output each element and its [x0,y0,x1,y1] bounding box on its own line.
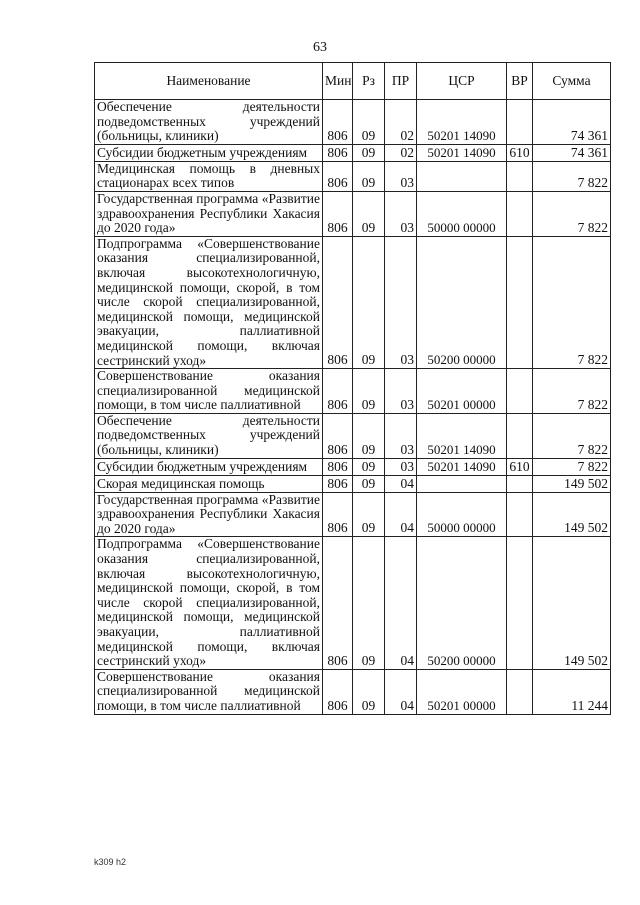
cell-pr: 03 [385,191,417,236]
cell-name: Подпрограмма «Совершенствование оказания специализированной, включая высокотехнологичную, медицинской помощи, скорой, в том числе скорой специализированной, медицинской помощи, медицинской эвакуации, паллиативной медицинской помощи, включая сестринский уход» [95,537,323,669]
cell-min: 806 [323,669,353,714]
cell-csr: 50200 00000 [417,236,507,368]
cell-csr: 50201 14090 [417,144,507,161]
cell-name: Обеспечение деятельности подведомственных учреждений (больницы, клиники) [95,100,323,145]
cell-vr [507,191,533,236]
cell-rz: 09 [353,413,385,458]
cell-min: 806 [323,537,353,669]
cell-name: Государственная программа «Развитие здравоохранения Республики Хакасия до 2020 года» [95,191,323,236]
cell-min: 806 [323,492,353,537]
table-row [95,669,611,714]
table-row [95,191,611,236]
budget-table [94,62,611,715]
cell-pr: 03 [385,413,417,458]
cell-name: Субсидии бюджетным учреждениям [95,144,323,161]
cell-pr: 04 [385,492,417,537]
header-rz: Рз [353,63,385,100]
cell-csr: 50000 00000 [417,191,507,236]
footer-code: k309 h2 [94,857,127,867]
cell-rz: 09 [353,236,385,368]
cell-rz: 09 [353,537,385,669]
cell-vr [507,475,533,492]
cell-min: 806 [323,413,353,458]
cell-rz: 09 [353,369,385,414]
table-row [95,537,611,669]
cell-min: 806 [323,100,353,145]
cell-rz: 09 [353,669,385,714]
cell-csr: 50201 14090 [417,413,507,458]
cell-pr: 02 [385,144,417,161]
cell-csr [417,475,507,492]
cell-sum: 7 822 [533,161,611,191]
cell-vr [507,236,533,368]
cell-min: 806 [323,369,353,414]
cell-csr: 50200 00000 [417,537,507,669]
cell-rz: 09 [353,475,385,492]
cell-sum: 7 822 [533,369,611,414]
cell-sum: 7 822 [533,191,611,236]
table-row [95,100,611,145]
table-row [95,458,611,475]
cell-name: Совершенствование оказания специализированной медицинской помощи, в том числе паллиативной [95,369,323,414]
table-body [95,100,611,715]
cell-csr: 50201 14090 [417,100,507,145]
page-number: 63 [313,40,327,55]
cell-sum: 149 502 [533,492,611,537]
cell-vr [507,537,533,669]
cell-name: Медицинская помощь в дневных стационарах всех типов [95,161,323,191]
header-min: Мин [323,63,353,100]
cell-vr [507,161,533,191]
cell-rz: 09 [353,161,385,191]
cell-sum: 7 822 [533,236,611,368]
cell-csr: 50000 00000 [417,492,507,537]
cell-name: Подпрограмма «Совершенствование оказания специализированной, включая высокотехнологичную, медицинской помощи, скорой, в том числе скорой специализированной, медицинской помощи, медицинской эвакуации, паллиативной медицинской помощи, включая сестринский уход» [95,236,323,368]
cell-pr: 03 [385,458,417,475]
cell-csr: 50201 14090 [417,458,507,475]
cell-rz: 09 [353,458,385,475]
table-row [95,236,611,368]
cell-pr: 04 [385,475,417,492]
header-csr: ЦСР [417,63,507,100]
cell-vr [507,413,533,458]
cell-name: Государственная программа «Развитие здравоохранения Республики Хакасия до 2020 года» [95,492,323,537]
table-row [95,475,611,492]
cell-name: Совершенствование оказания специализированной медицинской помощи, в том числе паллиативной [95,669,323,714]
cell-sum: 74 361 [533,100,611,145]
cell-min: 806 [323,191,353,236]
cell-sum: 7 822 [533,458,611,475]
cell-sum: 74 361 [533,144,611,161]
cell-vr [507,369,533,414]
header-pr: ПР [385,63,417,100]
cell-rz: 09 [353,492,385,537]
cell-vr: 610 [507,144,533,161]
cell-sum: 11 244 [533,669,611,714]
cell-pr: 04 [385,537,417,669]
cell-pr: 03 [385,161,417,191]
cell-pr: 03 [385,369,417,414]
cell-vr [507,100,533,145]
cell-pr: 02 [385,100,417,145]
cell-min: 806 [323,475,353,492]
cell-name: Скорая медицинская помощь [95,475,323,492]
cell-vr: 610 [507,458,533,475]
cell-vr [507,669,533,714]
table-row [95,413,611,458]
cell-csr: 50201 00000 [417,369,507,414]
cell-min: 806 [323,144,353,161]
cell-min: 806 [323,458,353,475]
cell-min: 806 [323,161,353,191]
cell-sum: 149 502 [533,475,611,492]
table-row [95,492,611,537]
cell-sum: 7 822 [533,413,611,458]
cell-vr [507,492,533,537]
cell-csr [417,161,507,191]
cell-rz: 09 [353,144,385,161]
table-header-row [95,63,611,100]
table-row [95,144,611,161]
header-name: Наименование [95,63,323,100]
header-vr: ВР [507,63,533,100]
cell-rz: 09 [353,191,385,236]
cell-min: 806 [323,236,353,368]
cell-csr: 50201 00000 [417,669,507,714]
table-row [95,369,611,414]
cell-name: Субсидии бюджетным учреждениям [95,458,323,475]
cell-name: Обеспечение деятельности подведомственных учреждений (больницы, клиники) [95,413,323,458]
header-sum: Сумма [533,63,611,100]
cell-rz: 09 [353,100,385,145]
table-row [95,161,611,191]
cell-pr: 04 [385,669,417,714]
cell-sum: 149 502 [533,537,611,669]
cell-pr: 03 [385,236,417,368]
